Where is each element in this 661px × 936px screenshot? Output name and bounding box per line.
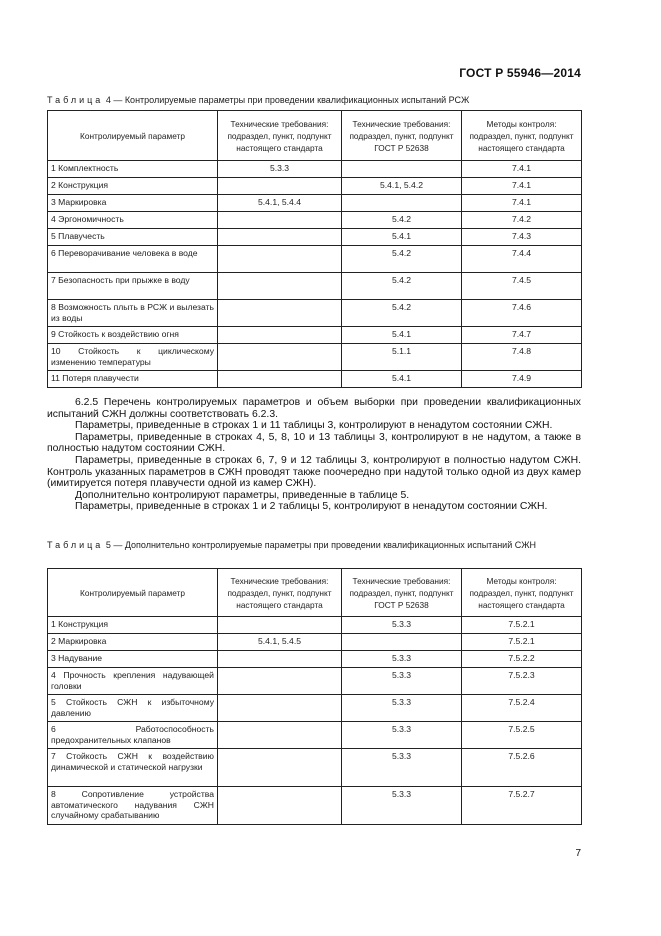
table5-header-tech-gost: Технические требования: подраздел, пункт, подпункт ГОСТ Р 52638: [342, 569, 462, 617]
parameter-cell: 11 Потеря плавучести: [48, 371, 218, 388]
reference-cell: 5.4.2: [342, 212, 462, 229]
reference-cell: [218, 787, 342, 825]
table-row: [48, 695, 582, 722]
reference-cell: [218, 668, 342, 695]
parameter-cell: 2 Маркировка: [48, 634, 218, 651]
reference-cell: 7.4.4: [462, 246, 582, 273]
body-text: [47, 397, 581, 513]
parameter-cell: 1 Комплектность: [48, 161, 218, 178]
table-row: [48, 668, 582, 695]
table-row: [48, 651, 582, 668]
table-row: [48, 246, 582, 273]
table-row: [48, 273, 582, 300]
paragraph-rows-1-11: Параметры, приведенные в строках 1 и 11 таблицы 3, контролируют в ненадутом состоянии СЖН.: [75, 420, 553, 432]
reference-cell: [218, 749, 342, 787]
parameter-cell: 8 Сопротивление устройства автоматического надувания СЖН случайному срабатыванию: [48, 787, 218, 825]
table5-caption: [47, 540, 536, 551]
table-row: [48, 634, 582, 651]
reference-cell: 7.4.2: [462, 212, 582, 229]
reference-cell: 7.4.5: [462, 273, 582, 300]
reference-cell: 5.4.1: [342, 229, 462, 246]
table-row: [48, 722, 582, 749]
reference-cell: 7.5.2.3: [462, 668, 582, 695]
table4-header-tech-own: Технические требования: подраздел, пункт, подпункт настоящего стандарта: [218, 111, 342, 161]
table-row: [48, 327, 582, 344]
reference-cell: 7.4.1: [462, 178, 582, 195]
table-row: [48, 229, 582, 246]
reference-cell: 7.4.6: [462, 300, 582, 327]
reference-cell: 5.3.3: [342, 617, 462, 634]
reference-cell: 5.3.3: [342, 722, 462, 749]
parameter-cell: 7 Стойкость СЖН к воздействию динамической и статической нагрузки: [48, 749, 218, 787]
reference-cell: 5.4.2: [342, 246, 462, 273]
table-row: [48, 195, 582, 212]
reference-cell: [218, 246, 342, 273]
reference-cell: 7.5.2.2: [462, 651, 582, 668]
reference-cell: [218, 212, 342, 229]
table-row: [48, 300, 582, 327]
reference-cell: 5.3.3: [342, 749, 462, 787]
table5-header-methods: Методы контроля: подраздел, пункт, подпункт настоящего стандарта: [462, 569, 582, 617]
parameter-cell: 5 Плавучесть: [48, 229, 218, 246]
reference-cell: 5.4.2: [342, 273, 462, 300]
reference-cell: 5.4.1, 5.4.4: [218, 195, 342, 212]
table4-header-tech-gost: Технические требования: подраздел, пункт, подпункт ГОСТ Р 52638: [342, 111, 462, 161]
table-row: [48, 344, 582, 371]
table4-header-methods: Методы контроля: подраздел, пункт, подпункт настоящего стандарта: [462, 111, 582, 161]
parameter-cell: 3 Надувание: [48, 651, 218, 668]
reference-cell: 5.1.1: [342, 344, 462, 371]
parameter-cell: 6 Работоспособность предохранительных клапанов: [48, 722, 218, 749]
reference-cell: 5.4.1: [342, 371, 462, 388]
reference-cell: [218, 722, 342, 749]
reference-cell: [342, 195, 462, 212]
paragraph-rows-4-5-8-10-13: Параметры, приведенные в строках 4, 5, 8, 10 и 13 таблицы 3, контролируют в не надутом, а также в полностью надутом состоянии СЖН.: [47, 431, 581, 455]
reference-cell: 5.3.3: [342, 787, 462, 825]
table5-header-param: Контролируемый параметр: [48, 569, 218, 617]
parameter-cell: 1 Конструкция: [48, 617, 218, 634]
reference-cell: [218, 273, 342, 300]
table-row: [48, 749, 582, 787]
reference-cell: 7.5.2.1: [462, 617, 582, 634]
table5-header-tech-own: Технические требования: подраздел, пункт, подпункт настоящего стандарта: [218, 569, 342, 617]
table-row: [48, 212, 582, 229]
reference-cell: [342, 161, 462, 178]
parameter-cell: 7 Безопасность при прыжке в воду: [48, 273, 218, 300]
reference-cell: [218, 229, 342, 246]
reference-cell: [218, 371, 342, 388]
reference-cell: 5.4.1, 5.4.2: [342, 178, 462, 195]
reference-cell: 5.3.3: [218, 161, 342, 178]
parameter-cell: 10 Стойкость к циклическому изменению температуры: [48, 344, 218, 371]
paragraph-additional: Дополнительно контролируют параметры, приведенные в таблице 5.: [75, 489, 410, 501]
paragraph-table5-rows: Параметры, приведенные в строках 1 и 2 таблицы 5, контролируют в ненадутом состоянии СЖН.: [75, 501, 548, 513]
table5-caption-text: 5 — Дополнительно контролируемые параметры при проведении квалификационных испытаний СЖН: [105, 540, 537, 550]
reference-cell: 5.4.1, 5.4.5: [218, 634, 342, 651]
reference-cell: [218, 651, 342, 668]
table4-header-param: Контролируемый параметр: [48, 111, 218, 161]
reference-cell: 7.4.8: [462, 344, 582, 371]
table-row: [48, 161, 582, 178]
table-row: [48, 787, 582, 825]
reference-cell: [342, 634, 462, 651]
table4-caption: [47, 95, 469, 106]
reference-cell: 7.5.2.4: [462, 695, 582, 722]
parameter-cell: 4 Прочность крепления надувающей головки: [48, 668, 218, 695]
table-row: [48, 371, 582, 388]
reference-cell: 7.4.3: [462, 229, 582, 246]
parameter-cell: 3 Маркировка: [48, 195, 218, 212]
table-row: [48, 617, 582, 634]
reference-cell: 5.3.3: [342, 651, 462, 668]
parameter-cell: 9 Стойкость к воздействию огня: [48, 327, 218, 344]
reference-cell: 7.4.7: [462, 327, 582, 344]
reference-cell: [218, 300, 342, 327]
reference-cell: 7.5.2.6: [462, 749, 582, 787]
paragraph-rows-6-7-9-12: Параметры, приведенные в строках 6, 7, 9 и 12 таблицы 3, контролируют в полностью надутом СЖН. Контроль указанных параметров в СЖН проводят также поочередно при надутой только одной из двух камер (имитируется потеря плавучести одной из камер СЖН).: [47, 454, 581, 490]
table-row: [48, 178, 582, 195]
reference-cell: 7.4.1: [462, 195, 582, 212]
reference-cell: [218, 695, 342, 722]
reference-cell: 5.4.1: [342, 327, 462, 344]
reference-cell: [218, 344, 342, 371]
table5: [47, 568, 582, 825]
reference-cell: 7.5.2.1: [462, 634, 582, 651]
reference-cell: 7.5.2.5: [462, 722, 582, 749]
table4: [47, 110, 582, 388]
parameter-cell: 8 Возможность плыть в РСЖ и вылезать из воды: [48, 300, 218, 327]
reference-cell: [218, 327, 342, 344]
reference-cell: 7.5.2.7: [462, 787, 582, 825]
reference-cell: [218, 178, 342, 195]
table4-caption-label: Таблица: [47, 95, 104, 105]
parameter-cell: 2 Конструкция: [48, 178, 218, 195]
table5-caption-label: Таблица: [47, 540, 104, 550]
parameter-cell: 6 Переворачивание человека в воде: [48, 246, 218, 273]
reference-cell: 5.3.3: [342, 695, 462, 722]
table4-caption-text: 4 — Контролируемые параметры при проведении квалификационных испытаний РСЖ: [105, 95, 470, 105]
reference-cell: 7.4.1: [462, 161, 582, 178]
reference-cell: 7.4.9: [462, 371, 582, 388]
parameter-cell: 4 Эргономичность: [48, 212, 218, 229]
paragraph-6-2-5: 6.2.5 Перечень контролируемых параметров и объем выборки при проведении квалификационных испытаний СЖН должны соответствовать 6.2.3.: [47, 397, 581, 420]
reference-cell: [218, 617, 342, 634]
page-header-standard: ГОСТ Р 55946—2014: [459, 66, 581, 80]
page-number: 7: [575, 848, 581, 859]
parameter-cell: 5 Стойкость СЖН к избыточному давлению: [48, 695, 218, 722]
reference-cell: 5.4.2: [342, 300, 462, 327]
reference-cell: 5.3.3: [342, 668, 462, 695]
